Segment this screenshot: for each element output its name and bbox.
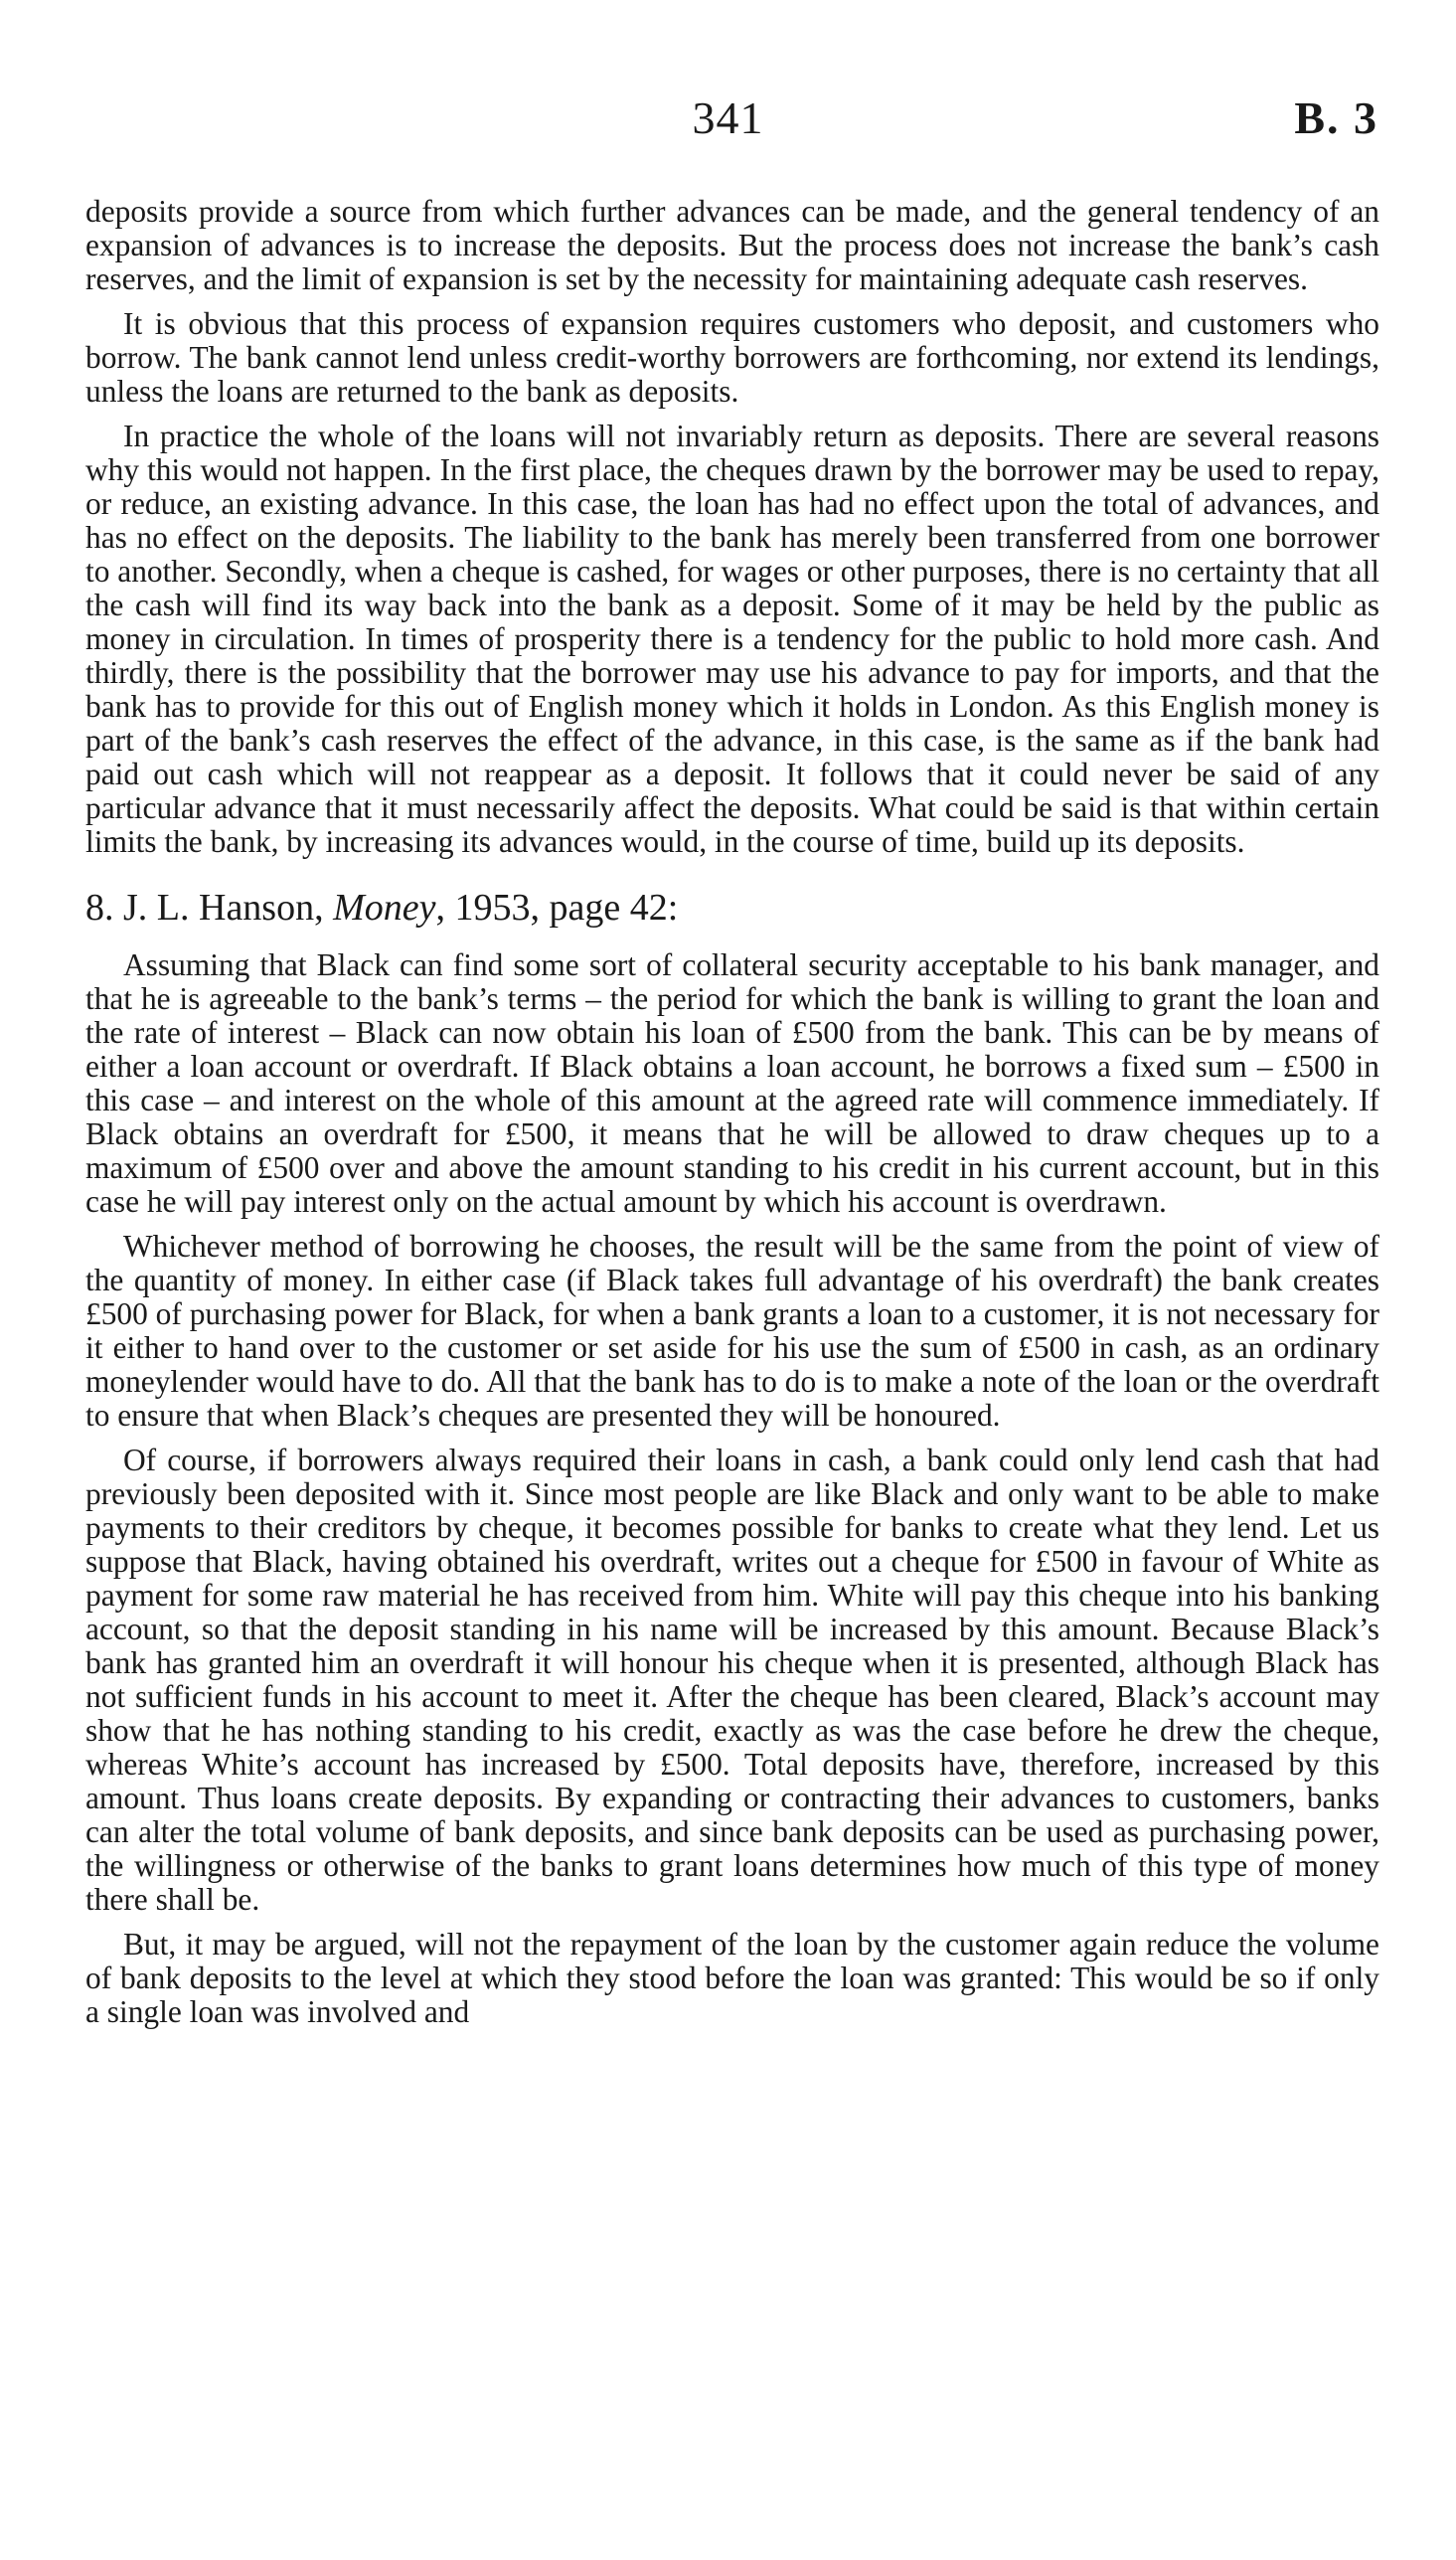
citation-heading	[85, 885, 1379, 931]
paragraph: Of course, if borrowers always required their loans in cash, a bank could only lend cash that had previously been deposited with it. Since most people are like Black and only want to be able to make payments to their creditors by cheque, it becomes possible for banks to create what they lend. Let us suppose that Black, having obtained his overdraft, writes out a cheque for £500 in favour of White as payment for some raw material he has received from him. White will pay this cheque into his banking account, so that the deposit standing in his name will be increased by this amount. Because Black’s bank has granted him an overdraft it will honour his cheque when it is presented, although Black has not sufficient funds in his account to meet it. After the cheque has been cleared, Black’s account may show that he has nothing standing to his credit, exactly as was the case before he drew the cheque, whereas White’s account has increased by £500. Total deposits have, therefore, increased by this amount. Thus loans create deposits. By expanding or contracting their advances to customers, banks can alter the total volume of bank deposits, and since bank deposits can be used as purchasing power, the willingness or otherwise of the banks to grant loans determines how much of this type of money there shall be.	[85, 1443, 1379, 1917]
citation-work-title: Money	[333, 887, 436, 929]
section-reference: B. 3	[1294, 92, 1378, 143]
paragraph: But, it may be argued, will not the repayment of the loan by the customer again reduce the volume of bank deposits to the level at which they stood before the loan was granted: This would be so if only a single loan was involved and	[85, 1927, 1379, 2029]
citation-suffix: , 1953, page 42:	[435, 887, 679, 929]
page-number: 341	[692, 92, 764, 143]
paragraph: In practice the whole of the loans will not invariably return as deposits. There are several reasons why this would not happen. In the first place, the cheques drawn by the borrower may be used to repay, or reduce, an existing advance. In this case, the loan has had no effect upon the total of advances, and has no effect on the deposits. The liability to the bank has merely been transferred from one borrower to another. Secondly, when a cheque is cashed, for wages or other purposes, there is no certainty that all the cash will find its way back into the bank as a deposit. Some of it may be held by the public as money in circulation. In times of prosperity there is a tendency for the public to hold more cash. And thirdly, there is the possibility that the borrower may use his advance to pay for imports, and that the bank has to provide for this out of English money which it holds in London. As this English money is part of the bank’s cash reserves the effect of the advance, in this case, is the same as if the bank had paid out cash which will not reappear as a deposit. It follows that it could never be said of any particular advance that it must necessarily affect the deposits. What could be said is that within certain limits the bank, by increasing its advances would, in the course of time, build up its deposits.	[85, 419, 1380, 859]
paragraph: deposits provide a source from which further advances can be made, and the general tendency of an expansion of advances is to increase the deposits. But the process does not increase the bank’s cash reserves, and the limit of expansion is set by the necessity for maintaining adequate cash reserves.	[85, 194, 1379, 296]
citation-prefix: 8. J. L. Hanson,	[85, 887, 334, 929]
body-text	[85, 195, 1379, 2040]
page-header	[0, 91, 1456, 161]
paragraph: Whichever method of borrowing he chooses, the result will be the same from the point of view of the quantity of money. In either case (if Black takes full advantage of his overdraft) the bank creates £500 of purchasing power for Black, for when a bank grants a loan to a customer, it is not necessary for it either to hand over to the customer or set aside for his use the sum of £500 in cash, as an ordinary moneylender would have to do. All that the bank has to do is to make a note of the loan or the overdraft to ensure that when Black’s cheques are presented they will be honoured.	[85, 1229, 1379, 1433]
paragraph: Assuming that Black can find some sort of collateral security acceptable to his bank manager, and that he is agreeable to the bank’s terms – the period for which the bank is willing to grant the loan and the rate of interest – Black can now obtain his loan of £500 from the bank. This can be by means of either a loan account or overdraft. If Black obtains a loan account, he borrows a fixed sum – £500 in this case – and interest on the whole of this amount at the agreed rate will commence immediately. If Black obtains an overdraft for £500, it means that he will be allowed to draw cheques up to a maximum of £500 over and above the amount standing to his credit in his current account, but in this case he will pay interest only on the actual amount by which his account is overdrawn.	[85, 947, 1379, 1219]
paragraph: It is obvious that this process of expansion requires customers who deposit, and customers who borrow. The bank cannot lend unless credit-worthy borrowers are forthcoming, nor extend its lendings, unless the loans are returned to the bank as deposits.	[85, 306, 1379, 409]
